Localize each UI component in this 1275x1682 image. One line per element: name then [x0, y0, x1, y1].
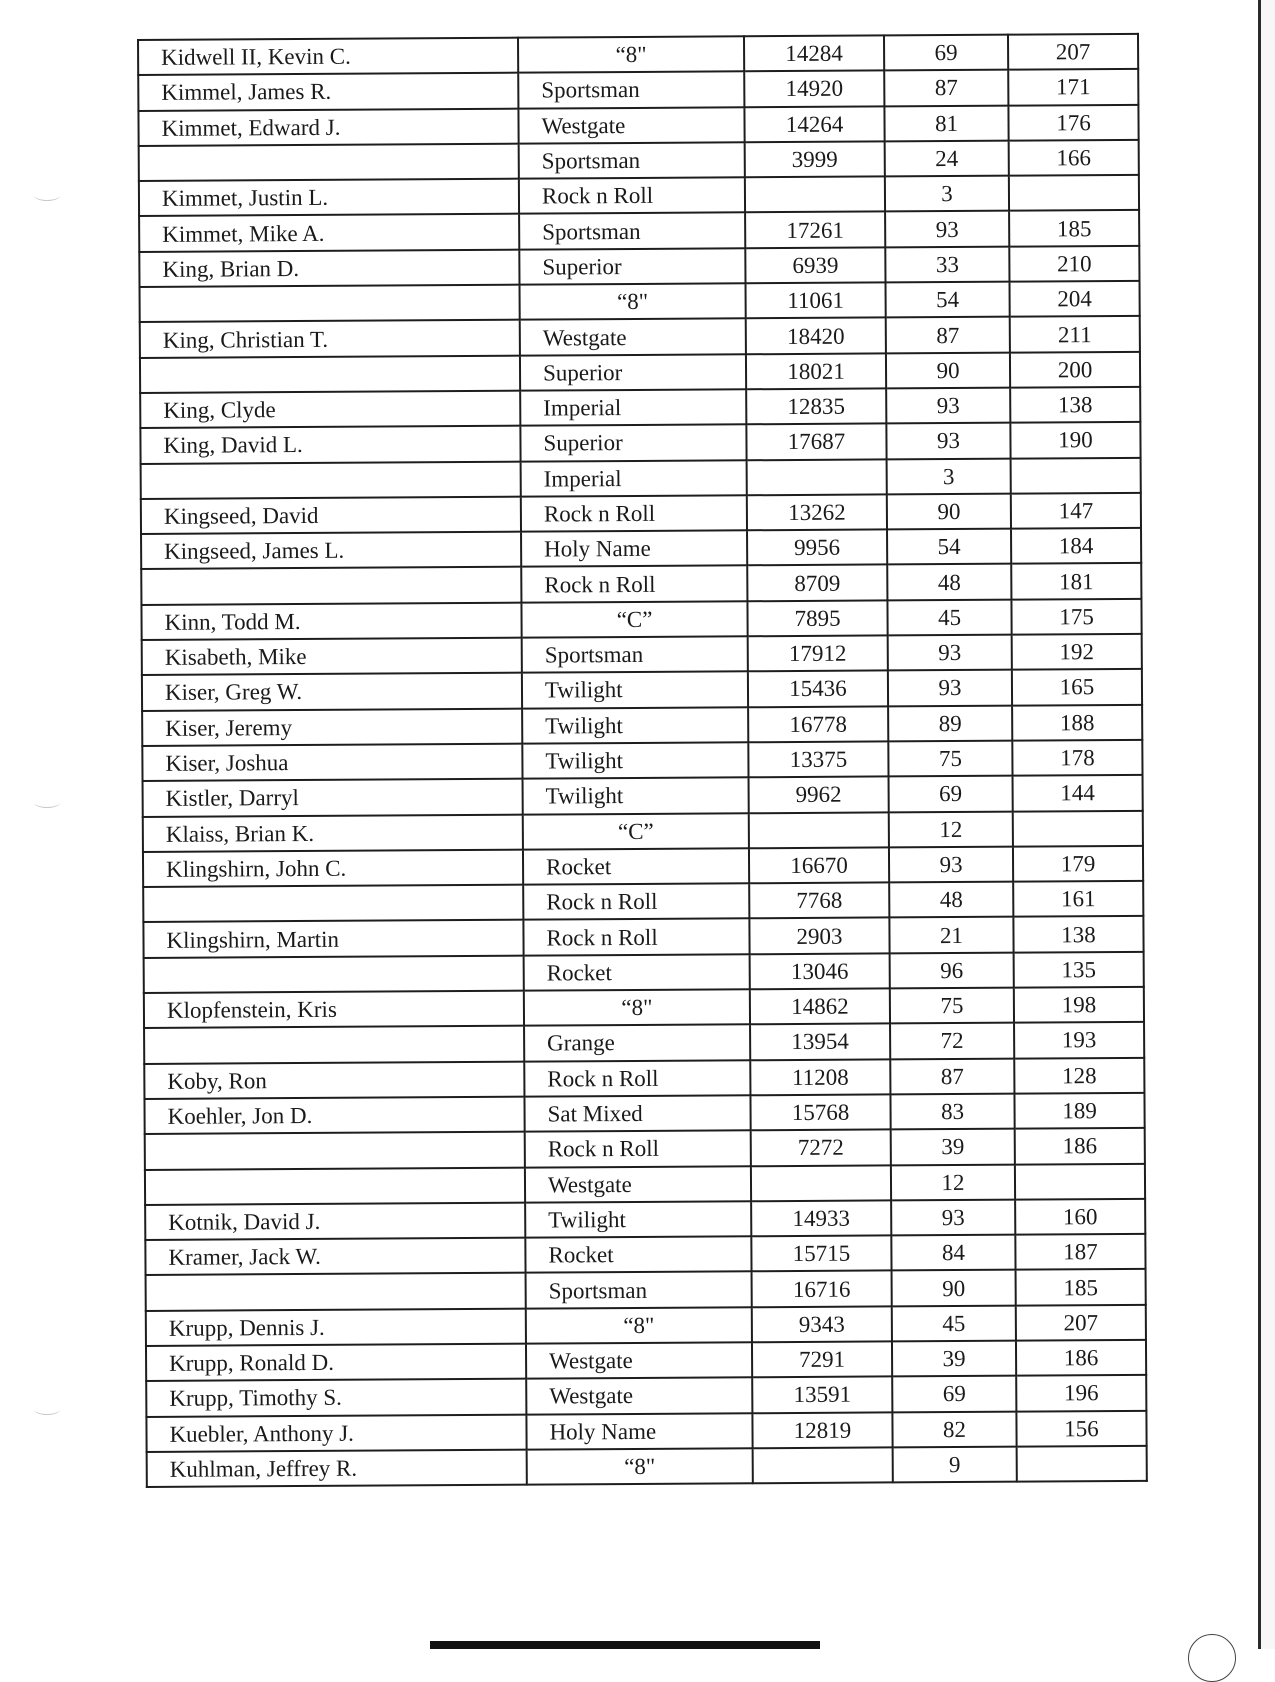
games-cell: 87	[886, 317, 1010, 353]
average-cell: 187	[1015, 1234, 1145, 1270]
average-cell: 200	[1010, 352, 1140, 388]
average-cell	[1015, 1163, 1145, 1199]
total-pins-cell: 7768	[749, 883, 889, 919]
table-row	[139, 175, 1139, 216]
games-cell: 48	[889, 882, 1013, 918]
games-cell: 90	[892, 1270, 1016, 1306]
average-cell: 185	[1016, 1269, 1146, 1305]
league-cell: Sportsman	[519, 213, 745, 250]
bowler-name-cell: Kimmel, James R.	[138, 73, 518, 111]
average-cell: 198	[1014, 987, 1144, 1023]
games-cell: 93	[888, 670, 1012, 706]
bowler-name-cell	[145, 1167, 525, 1205]
bowler-name-cell: Kiser, Greg W.	[142, 673, 522, 711]
bowler-name-cell	[141, 461, 521, 499]
total-pins-cell: 8709	[747, 565, 887, 601]
table-row	[143, 810, 1143, 851]
average-cell: 186	[1016, 1340, 1146, 1376]
games-cell: 54	[887, 529, 1011, 565]
table-row	[141, 528, 1141, 569]
bowler-name-cell	[145, 1132, 525, 1170]
average-cell: 161	[1013, 881, 1143, 917]
games-cell: 89	[888, 705, 1012, 741]
scan-bottom-bar	[430, 1641, 820, 1649]
games-cell: 3	[887, 458, 1011, 494]
average-cell: 165	[1012, 669, 1142, 705]
table-row	[139, 246, 1139, 287]
bowling-averages-table-wrapper	[137, 33, 1148, 1488]
bowler-name-cell: Kiser, Jeremy	[142, 708, 522, 746]
league-cell: Rock n Roll	[521, 566, 747, 603]
league-cell: Rock n Roll	[521, 495, 747, 532]
table-row	[146, 1375, 1146, 1416]
table-row	[147, 1446, 1147, 1487]
total-pins-cell: 18021	[746, 353, 886, 389]
bowler-name-cell: King, David L.	[140, 426, 520, 464]
games-cell: 83	[890, 1094, 1014, 1130]
table-row	[146, 1269, 1146, 1310]
league-cell: Rocket	[523, 848, 749, 885]
total-pins-cell: 16778	[748, 706, 888, 742]
league-cell: “8"	[518, 36, 744, 73]
league-cell: Sat Mixed	[524, 1095, 750, 1132]
league-cell: Sportsman	[518, 72, 744, 109]
games-cell: 3	[885, 176, 1009, 212]
league-cell: Rocket	[525, 1236, 751, 1273]
average-cell: 147	[1011, 493, 1141, 529]
total-pins-cell: 13375	[748, 741, 888, 777]
average-cell: 193	[1014, 1022, 1144, 1058]
games-cell: 90	[886, 352, 1010, 388]
league-cell: Twilight	[522, 742, 748, 779]
table-row	[140, 316, 1140, 357]
league-cell: Superior	[519, 248, 745, 285]
average-cell: 207	[1008, 34, 1138, 70]
table-row	[142, 669, 1142, 710]
games-cell: 69	[889, 776, 1013, 812]
total-pins-cell: 14284	[744, 35, 884, 71]
games-cell: 9	[893, 1447, 1017, 1483]
total-pins-cell: 16716	[752, 1271, 892, 1307]
table-row	[141, 599, 1141, 640]
average-cell: 192	[1012, 634, 1142, 670]
average-cell: 189	[1014, 1093, 1144, 1129]
table-row	[139, 210, 1139, 251]
table-row	[144, 1057, 1144, 1098]
total-pins-cell: 15715	[751, 1236, 891, 1272]
total-pins-cell: 15436	[748, 671, 888, 707]
league-cell: Westgate	[525, 1166, 751, 1203]
games-cell: 96	[890, 952, 1014, 988]
bowler-name-cell	[140, 285, 520, 323]
bowler-name-cell: Kramer, Jack W.	[145, 1238, 525, 1276]
bowler-name-cell	[146, 1273, 526, 1311]
total-pins-cell: 7895	[747, 600, 887, 636]
table-body	[138, 34, 1147, 1487]
games-cell: 39	[892, 1341, 1016, 1377]
total-pins-cell: 13262	[747, 494, 887, 530]
bowler-name-cell: Kuebler, Anthony J.	[146, 1414, 526, 1452]
bowler-name-cell	[144, 955, 524, 993]
bowler-name-cell: Kisabeth, Mike	[142, 638, 522, 676]
games-cell: 75	[888, 741, 1012, 777]
league-cell: Holy Name	[521, 530, 747, 567]
average-cell: 138	[1010, 387, 1140, 423]
bowler-name-cell: Krupp, Timothy S.	[146, 1379, 526, 1417]
average-cell: 188	[1012, 705, 1142, 741]
table-row	[143, 881, 1143, 922]
games-cell: 24	[885, 141, 1009, 177]
total-pins-cell: 2903	[749, 918, 889, 954]
average-cell: 171	[1008, 69, 1138, 105]
league-cell: Westgate	[520, 319, 746, 356]
average-cell: 176	[1008, 104, 1138, 140]
league-cell: Sportsman	[526, 1272, 752, 1309]
total-pins-cell	[745, 177, 885, 213]
league-cell: Twilight	[522, 707, 748, 744]
bowler-name-cell	[141, 567, 521, 605]
bowler-name-cell: Kotnik, David J.	[145, 1202, 525, 1240]
total-pins-cell: 16670	[749, 847, 889, 883]
total-pins-cell: 9956	[747, 530, 887, 566]
league-cell: Westgate	[526, 1342, 752, 1379]
bowler-name-cell: Kingseed, James L.	[141, 532, 521, 570]
total-pins-cell: 17912	[748, 635, 888, 671]
table-row	[140, 422, 1140, 463]
table-row	[142, 740, 1142, 781]
league-cell: “8"	[526, 1307, 752, 1344]
total-pins-cell	[751, 1165, 891, 1201]
bowler-name-cell: King, Christian T.	[140, 320, 520, 358]
total-pins-cell: 14264	[744, 106, 884, 142]
games-cell: 48	[887, 564, 1011, 600]
average-cell: 166	[1009, 140, 1139, 176]
games-cell: 45	[892, 1305, 1016, 1341]
table-row	[141, 563, 1141, 604]
average-cell: 207	[1016, 1305, 1146, 1341]
average-cell: 175	[1011, 599, 1141, 635]
total-pins-cell: 7272	[751, 1130, 891, 1166]
league-cell: Twilight	[525, 1201, 751, 1238]
league-cell: Holy Name	[526, 1413, 752, 1450]
table-row	[139, 140, 1139, 181]
average-cell: 196	[1016, 1375, 1146, 1411]
table-row	[140, 352, 1140, 393]
table-row	[144, 1093, 1144, 1134]
table-row	[138, 34, 1138, 75]
table-row	[145, 1128, 1145, 1169]
league-cell: “C”	[521, 601, 747, 638]
average-cell: 156	[1016, 1410, 1146, 1446]
table-row	[140, 387, 1140, 428]
league-cell: Rock n Roll	[525, 1130, 751, 1167]
games-cell: 45	[887, 599, 1011, 635]
punch-hole-mark	[34, 797, 60, 808]
punch-hole-mark	[34, 190, 60, 201]
league-cell: Rock n Roll	[523, 883, 749, 920]
games-cell: 82	[892, 1411, 1016, 1447]
total-pins-cell: 11061	[746, 283, 886, 319]
table-row	[145, 1163, 1145, 1204]
games-cell: 33	[885, 246, 1009, 282]
table-row	[138, 69, 1138, 110]
games-cell: 93	[891, 1199, 1015, 1235]
bowler-name-cell: Kingseed, David	[141, 497, 521, 535]
table-row	[143, 916, 1143, 957]
table-row	[143, 775, 1143, 816]
total-pins-cell: 6939	[745, 247, 885, 283]
total-pins-cell: 13046	[750, 953, 890, 989]
total-pins-cell	[749, 812, 889, 848]
average-cell: 128	[1014, 1057, 1144, 1093]
games-cell: 87	[890, 1058, 1014, 1094]
games-cell: 93	[886, 388, 1010, 424]
games-cell: 69	[884, 35, 1008, 71]
table-row	[142, 634, 1142, 675]
bowler-name-cell: Kiser, Joshua	[142, 744, 522, 782]
average-cell: 138	[1013, 916, 1143, 952]
league-cell: “8"	[527, 1448, 753, 1485]
average-cell: 181	[1011, 563, 1141, 599]
page-corner-circle	[1188, 1634, 1236, 1682]
average-cell: 185	[1009, 210, 1139, 246]
table-row	[138, 104, 1138, 145]
total-pins-cell: 9343	[752, 1306, 892, 1342]
league-cell: Grange	[524, 1025, 750, 1062]
bowler-name-cell: King, Brian D.	[139, 249, 519, 287]
total-pins-cell: 17687	[746, 424, 886, 460]
table-row	[146, 1410, 1146, 1451]
bowler-name-cell: Kimmet, Justin L.	[139, 179, 519, 217]
total-pins-cell: 18420	[746, 318, 886, 354]
total-pins-cell: 14862	[750, 988, 890, 1024]
total-pins-cell: 13591	[752, 1377, 892, 1413]
table-row	[146, 1340, 1146, 1381]
league-cell: “8"	[524, 989, 750, 1026]
league-cell: “8"	[520, 283, 746, 320]
bowler-name-cell: Klopfenstein, Kris	[144, 991, 524, 1029]
bowler-name-cell: Koehler, Jon D.	[144, 1097, 524, 1135]
games-cell: 93	[886, 423, 1010, 459]
games-cell: 12	[891, 1164, 1015, 1200]
games-cell: 75	[890, 988, 1014, 1024]
total-pins-cell: 12819	[752, 1412, 892, 1448]
total-pins-cell: 14933	[751, 1200, 891, 1236]
average-cell: 210	[1009, 246, 1139, 282]
bowler-name-cell: Kistler, Darryl	[143, 779, 523, 817]
average-cell	[1009, 175, 1139, 211]
total-pins-cell: 12835	[746, 388, 886, 424]
total-pins-cell: 11208	[750, 1059, 890, 1095]
average-cell	[1017, 1446, 1147, 1482]
average-cell: 190	[1010, 422, 1140, 458]
league-cell: Rocket	[524, 954, 750, 991]
average-cell: 160	[1015, 1199, 1145, 1235]
league-cell: “C”	[523, 813, 749, 850]
league-cell: Superior	[520, 425, 746, 462]
bowler-name-cell: Krupp, Ronald D.	[146, 1344, 526, 1382]
total-pins-cell	[747, 459, 887, 495]
bowler-name-cell: Klingshirn, Martin	[143, 920, 523, 958]
league-cell: Westgate	[518, 107, 744, 144]
total-pins-cell: 13954	[750, 1024, 890, 1060]
table-row	[144, 952, 1144, 993]
table-row	[142, 705, 1142, 746]
games-cell: 93	[885, 211, 1009, 247]
total-pins-cell: 14920	[744, 71, 884, 107]
total-pins-cell: 15768	[750, 1094, 890, 1130]
bowler-name-cell	[144, 1026, 524, 1064]
league-cell: Westgate	[526, 1378, 752, 1415]
games-cell: 72	[890, 1023, 1014, 1059]
games-cell: 12	[889, 811, 1013, 847]
total-pins-cell: 7291	[752, 1341, 892, 1377]
bowler-name-cell	[139, 144, 519, 182]
league-cell: Twilight	[523, 778, 749, 815]
total-pins-cell: 3999	[745, 141, 885, 177]
total-pins-cell	[753, 1447, 893, 1483]
table-row	[141, 493, 1141, 534]
table-row	[145, 1199, 1145, 1240]
average-cell: 184	[1011, 528, 1141, 564]
bowler-name-cell: Kimmet, Mike A.	[139, 214, 519, 252]
bowler-name-cell	[143, 885, 523, 923]
league-cell: Sportsman	[522, 636, 748, 673]
average-cell	[1013, 810, 1143, 846]
total-pins-cell: 9962	[749, 777, 889, 813]
games-cell: 87	[884, 70, 1008, 106]
league-cell: Imperial	[520, 389, 746, 426]
league-cell: Rock n Roll	[523, 919, 749, 956]
bowler-name-cell: Koby, Ron	[144, 1061, 524, 1099]
average-cell: 211	[1010, 316, 1140, 352]
games-cell: 84	[891, 1235, 1015, 1271]
league-cell: Twilight	[522, 672, 748, 709]
bowling-averages-table	[137, 33, 1148, 1488]
table-row	[144, 987, 1144, 1028]
games-cell: 21	[889, 917, 1013, 953]
league-cell: Sportsman	[519, 142, 745, 179]
bowler-name-cell: Klaiss, Brian K.	[143, 814, 523, 852]
average-cell: 204	[1009, 281, 1139, 317]
table-row	[141, 457, 1141, 498]
games-cell: 93	[889, 846, 1013, 882]
games-cell: 54	[886, 282, 1010, 318]
bowler-name-cell	[140, 355, 520, 393]
average-cell: 135	[1014, 952, 1144, 988]
games-cell: 69	[892, 1376, 1016, 1412]
average-cell: 186	[1015, 1128, 1145, 1164]
total-pins-cell: 17261	[745, 212, 885, 248]
bowler-name-cell: Kidwell II, Kevin C.	[138, 38, 518, 76]
punch-hole-mark	[34, 1404, 60, 1415]
bowler-name-cell: King, Clyde	[140, 391, 520, 429]
bowler-name-cell: Kinn, Todd M.	[141, 602, 521, 640]
table-row	[146, 1305, 1146, 1346]
league-cell: Superior	[520, 354, 746, 391]
games-cell: 39	[891, 1129, 1015, 1165]
games-cell: 93	[888, 635, 1012, 671]
average-cell	[1011, 457, 1141, 493]
page-edge-margin	[1261, 0, 1275, 1649]
league-cell: Rock n Roll	[519, 177, 745, 214]
bowler-name-cell: Kuhlman, Jeffrey R.	[147, 1450, 527, 1488]
bowler-name-cell: Klingshirn, John C.	[143, 849, 523, 887]
games-cell: 90	[887, 494, 1011, 530]
bowler-name-cell: Krupp, Dennis J.	[146, 1308, 526, 1346]
league-cell: Rock n Roll	[524, 1060, 750, 1097]
average-cell: 144	[1013, 775, 1143, 811]
average-cell: 179	[1013, 846, 1143, 882]
bowler-name-cell: Kimmet, Edward J.	[138, 108, 518, 146]
games-cell: 81	[884, 105, 1008, 141]
average-cell: 178	[1012, 740, 1142, 776]
table-row	[140, 281, 1140, 322]
table-row	[143, 846, 1143, 887]
table-row	[144, 1022, 1144, 1063]
league-cell: Imperial	[521, 460, 747, 497]
table-row	[145, 1234, 1145, 1275]
